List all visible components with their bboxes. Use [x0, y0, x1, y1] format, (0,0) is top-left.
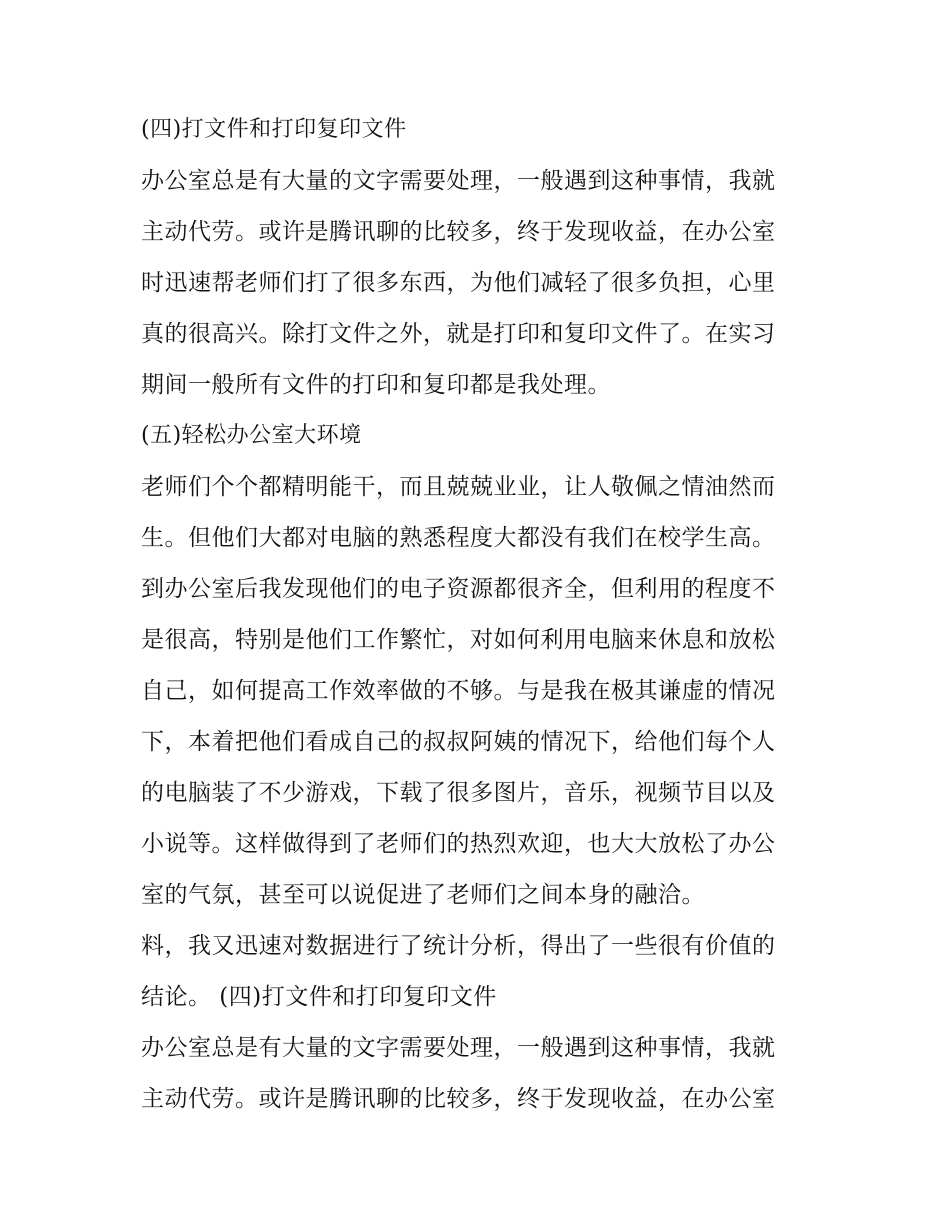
paragraph-line: 料，我又迅速对数据进行了统计分析，得出了一些很有价值的 [141, 933, 776, 959]
paragraph-line: 办公室总是有大量的文字需要处理，一般遇到这种事情，我就 [141, 1035, 776, 1061]
paragraph-line: 老师们个个都精明能干，而且兢兢业业，让人敬佩之情油然而 [141, 474, 776, 500]
paragraph-line: 主动代劳。或许是腾讯聊的比较多，终于发现收益，在办公室 [141, 1086, 776, 1112]
paragraph-line: 下，本着把他们看成自己的叔叔阿姨的情况下，给他们每个人 [141, 729, 776, 755]
section-heading: (四)打文件和打印复印文件 [141, 117, 407, 142]
paragraph-line: 室的气氛，甚至可以说促进了老师们之间本身的融洽。 [141, 882, 705, 908]
paragraph-line: 主动代劳。或许是腾讯聊的比较多，终于发现收益，在办公室 [141, 219, 776, 245]
paragraph-line: 时迅速帮老师们打了很多东西，为他们减轻了很多负担，心里 [141, 270, 776, 296]
paragraph-line: 到办公室后我发现他们的电子资源都很齐全，但利用的程度不 [141, 576, 776, 602]
paragraph-line: 办公室总是有大量的文字需要处理，一般遇到这种事情，我就 [141, 168, 776, 194]
paragraph-line: 真的很高兴。除打文件之外，就是打印和复印文件了。在实习 [141, 321, 776, 347]
paragraph-line: 的电脑装了不少游戏，下载了很多图片，音乐，视频节目以及 [141, 780, 776, 806]
paragraph-line: 自己，如何提高工作效率做的不够。与是我在极其谦虚的情况 [141, 678, 776, 704]
paragraph-line: 小说等。这样做得到了老师们的热烈欢迎，也大大放松了办公 [141, 831, 776, 857]
paragraph-line: 结论。 (四)打文件和打印复印文件 [141, 984, 497, 1010]
section-heading: (五)轻松办公室大环境 [141, 423, 362, 448]
paragraph-line: 期间一般所有文件的打印和复印都是我处理。 [141, 372, 611, 398]
paragraph-line: 生。但他们大都对电脑的熟悉程度大都没有我们在校学生高。 [141, 525, 776, 551]
paragraph-line: 是很高，特别是他们工作繁忙，对如何利用电脑来休息和放松 [141, 627, 776, 653]
